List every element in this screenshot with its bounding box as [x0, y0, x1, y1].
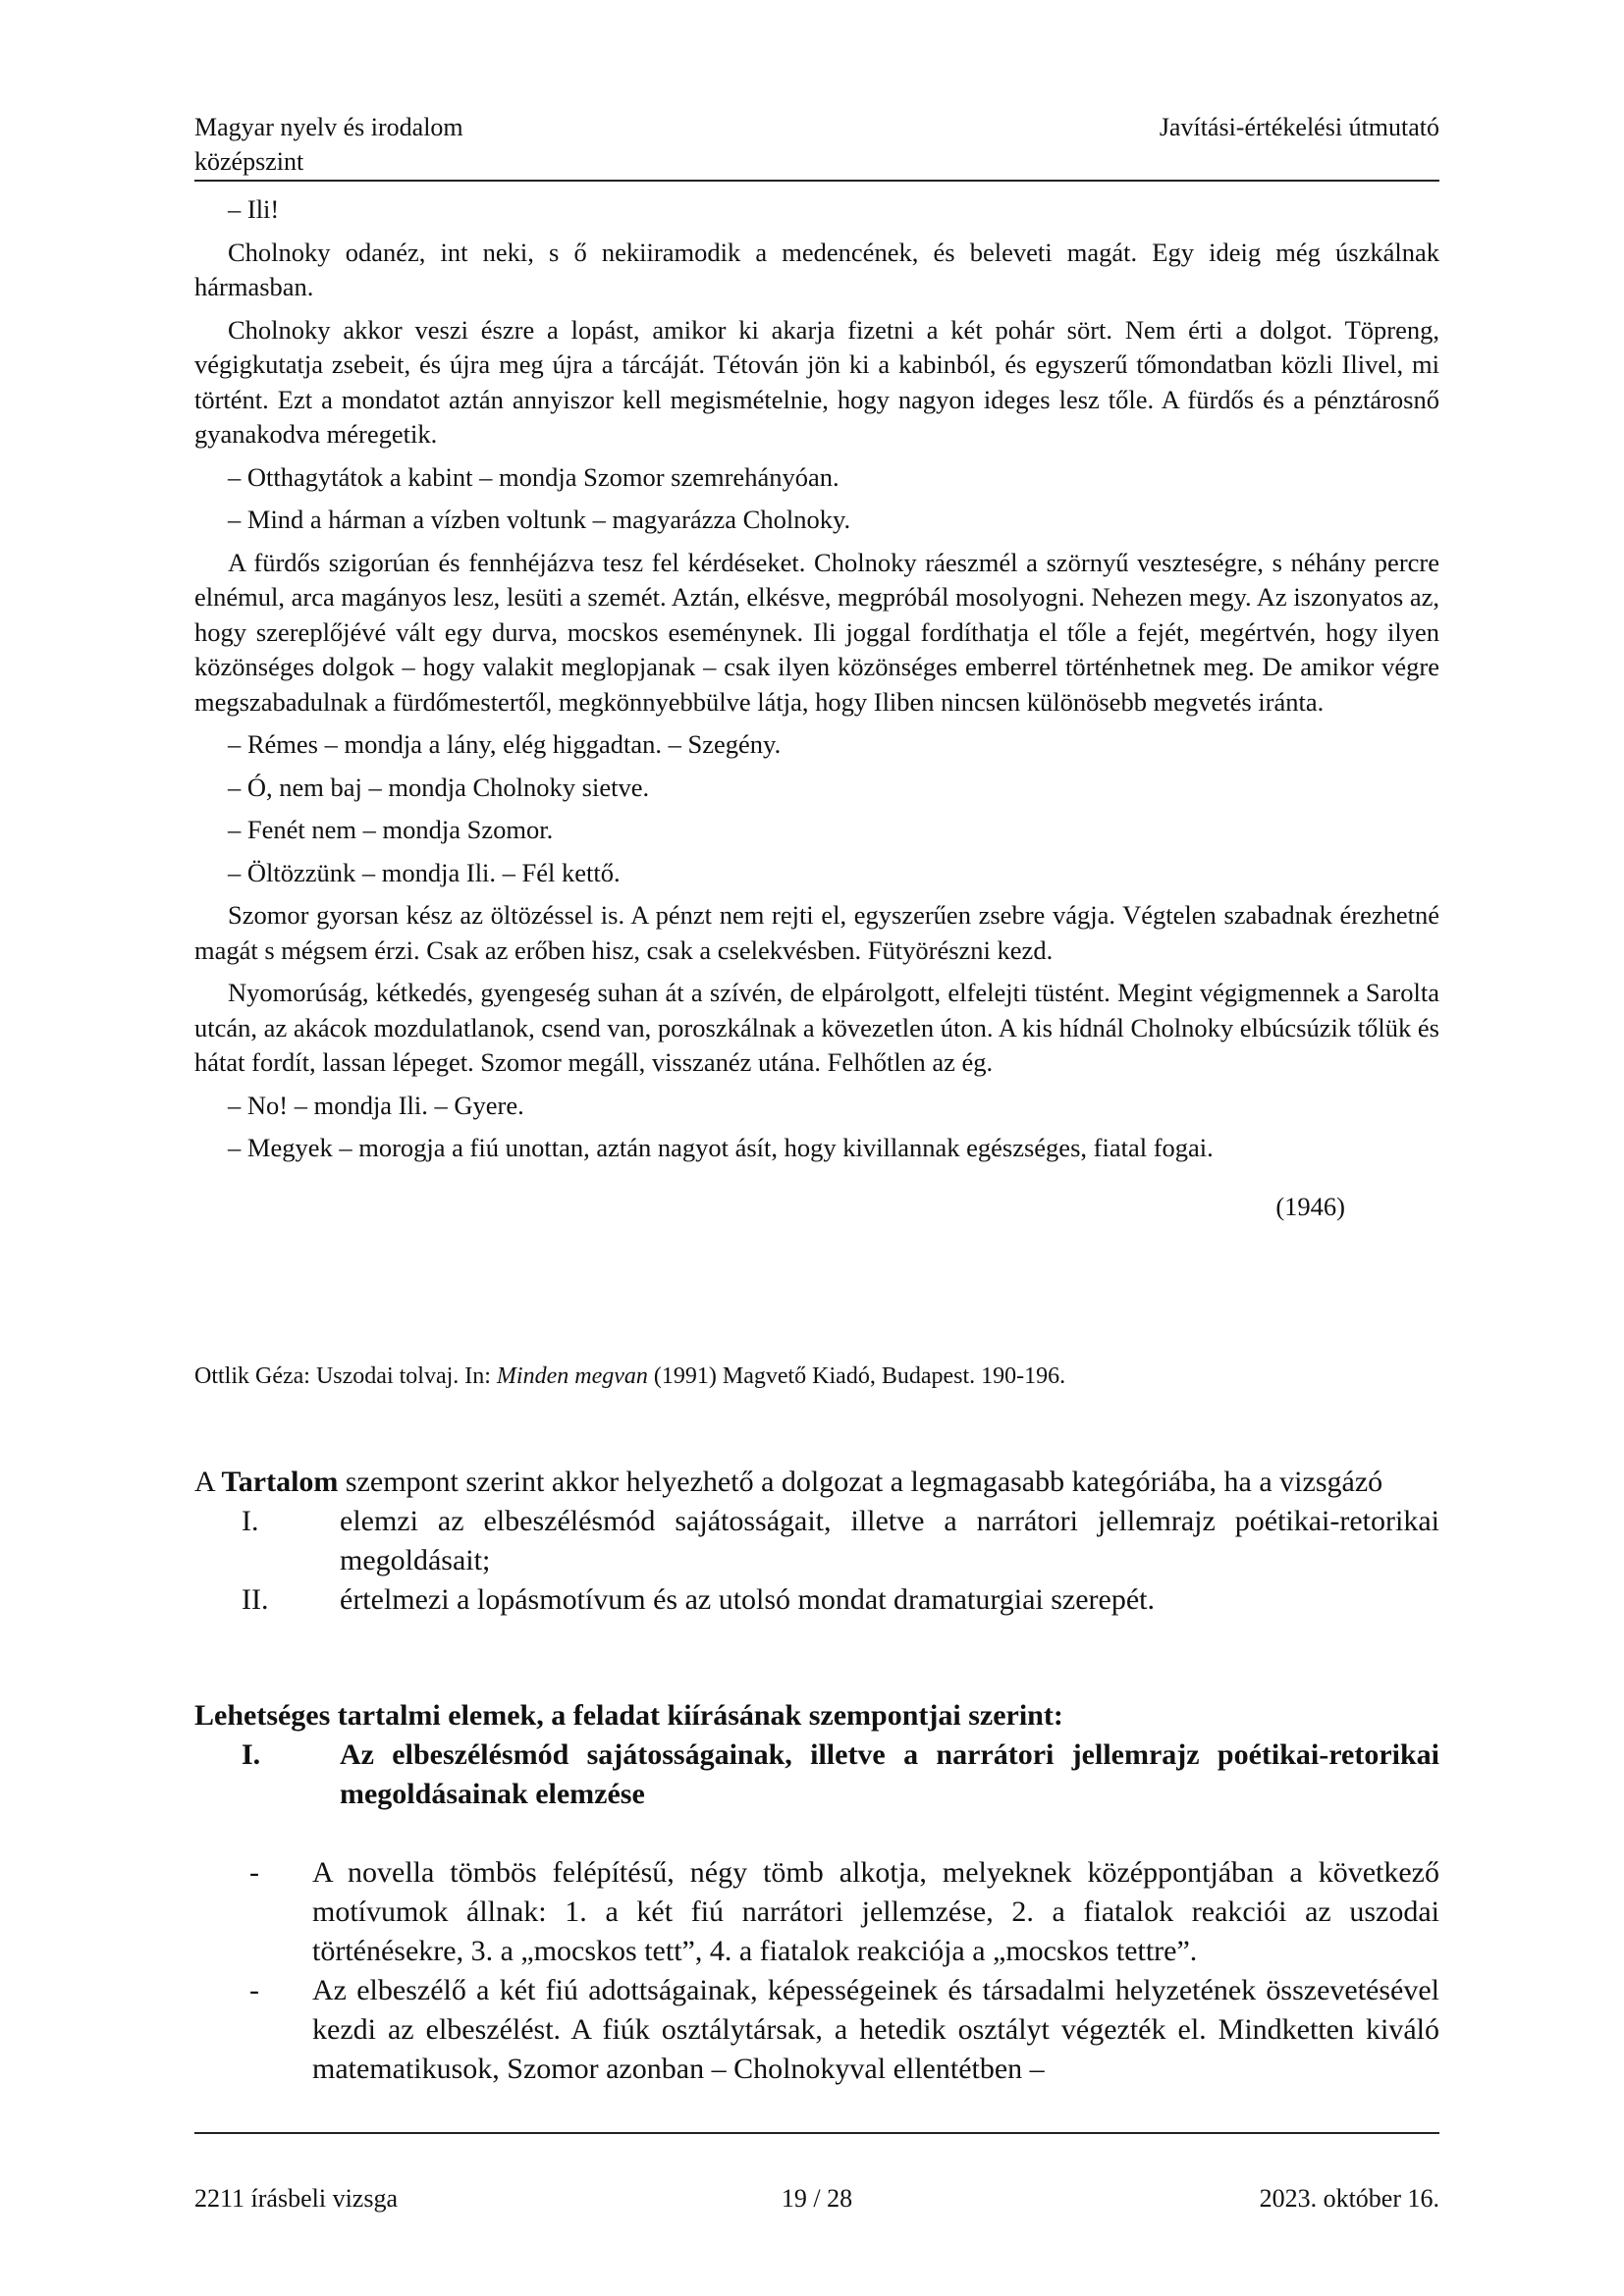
- footer-page-number: 19 / 28: [781, 2184, 853, 2213]
- source-book-title: Minden megvan: [496, 1363, 648, 1389]
- criteria-intro-rest: szempont szerint akkor helyezhető a dolgozat a legmagasabb kategóriába, ha a vizsgázó: [338, 1466, 1383, 1498]
- source-author-title: Ottlik Géza: Uszodai tolvaj. In:: [194, 1363, 497, 1389]
- story-paragraph: Cholnoky akkor veszi észre a lopást, amikor ki akarja fizetni a két pohár sört. Nem érti a dolgot. Töpreng, végigkutatja zsebeit, és újra meg újra a tárcáját. Tétován jön ki a kabinból, és egyszerű tőmondatban közli Ilivel, mi történt. Ezt a mondatot aztán annyiszor kell megismételnie, hogy nagyon ideges lesz tőle. A fürdős és a pénztárosnő gyanakodva méregetik.: [194, 314, 1439, 449]
- story-dialogue: – Öltözzünk – mondja Ili. – Fél kettő.: [228, 857, 621, 887]
- bullet-text: A novella tömbös felépítésű, négy tömb alkotja, melyeknek középpontjában a következő motívumok állnak: 1. a két fiú narrátori jellemzése, 2. a fiatalok reakciói az uszodai történésekre, 3. a „mocskos tett”, 4. a fiatalok reakciója a „mocskos tettre”.: [312, 1856, 1439, 1967]
- story-paragraph: – Ili!: [228, 194, 280, 224]
- page-header: [194, 110, 1439, 181]
- criteria-item: [194, 1580, 1439, 1620]
- elements-subheading-number: I.: [242, 1738, 261, 1771]
- criteria-intro-keyword: Tartalom: [221, 1466, 339, 1498]
- story-dialogue: – Rémes – mondja a lány, elég higgadtan. – Szegény.: [228, 729, 782, 759]
- story-paragraph: A fürdős szigorúan és fennhéjázva tesz fel kérdéseket. Cholnoky ráeszmél a szörnyű veszteségre, s néhány percre elnémul, arca magányos lesz, lesüti a szemét. Aztán, elkésve, megpróbál mosolyogni. Nehezen megy. Az iszonyatos az, hogy szereplőjévé vált egy durva, mocskos eseménynek. Ili joggal fordíthatja el tőle a fejét, megértvén, hogy ilyen közönséges dolgok – hogy valakit meglopjanak – csak ilyen közönséges emberrel történhetnek meg. De amikor végre megszabadulnak a fürdőmestertől, megkönnyebbülve látja, hogy Iliben nincsen különösebb megvetés iránta.: [194, 547, 1439, 717]
- criteria-item-number: I.: [242, 1505, 259, 1537]
- criteria-intro-a: A: [194, 1466, 222, 1498]
- story-dialogue: – Otthagytátok a kabint – mondja Szomor szemrehányóan.: [228, 461, 839, 492]
- footer-date: 2023. október 16.: [1259, 2184, 1439, 2213]
- elements-subheading: [194, 1735, 1439, 1814]
- story-year: (1946): [1275, 1191, 1345, 1221]
- source-citation: [194, 1361, 1439, 1392]
- criteria-list: [194, 1502, 1439, 1620]
- story-dialogue: – No! – mondja Ili. – Gyere.: [228, 1090, 524, 1120]
- criteria-intro: [194, 1463, 1439, 1502]
- criteria-item-number: II.: [242, 1583, 269, 1616]
- bullet-item: [194, 1853, 1439, 1971]
- bullet-item: [194, 1971, 1439, 2089]
- story-paragraph: Nyomorúság, kétkedés, gyengeség suhan át a szívén, de elpárolgott, elfelejti tüstént. Megint végigmennek a Sarolta utcán, az akácok mozdulatlanok, csend van, poroszkálnak a kövezetlen úton. A kis hídnál Cholnoky elbúcsúzik tőlük és hátat fordít, lassan lépeget. Szomor megáll, visszanéz utána. Felhőtlen az ég.: [194, 978, 1439, 1077]
- footer-exam-code: 2211 írásbeli vizsga: [194, 2184, 398, 2213]
- header-divider: [194, 180, 1439, 182]
- bullet-dash: -: [249, 1856, 259, 1889]
- footer-divider: [194, 2132, 1439, 2134]
- story-paragraph: Szomor gyorsan kész az öltözéssel is. A pénzt nem rejti el, egyszerűen zsebre vágja. Végtelen szabadnak érezhetné magát s mégsem érzi. Csak az erőben hisz, csak a cselekvésben. Fütyörészni kezd.: [194, 900, 1439, 965]
- criteria-item-text: értelmezi a lopásmotívum és az utolsó mondat dramaturgiai szerepét.: [340, 1583, 1156, 1616]
- elements-heading: Lehetséges tartalmi elemek, a feladat kiírásának szempontjai szerint:: [194, 1699, 1063, 1732]
- story-dialogue: – Mind a hárman a vízben voltunk – magyarázza Cholnoky.: [228, 505, 851, 534]
- bullet-text: Az elbeszélő a két fiú adottságainak, képességeinek és társadalmi helyzetének összevetésével kezdi az elbeszélést. A fiúk osztálytársak, a hetedik osztályt végezték el. Mindketten kiváló matematikusok, Szomor azonban – Cholnokyval ellentétben –: [312, 1974, 1439, 2085]
- header-document-type: Javítási-értékelési útmutató: [1159, 113, 1439, 141]
- story-dialogue: – Ó, nem baj – mondja Cholnoky sietve.: [228, 772, 650, 802]
- header-subject-line1: Magyar nyelv és irodalom: [194, 113, 463, 141]
- page-footer: [194, 2181, 1439, 2216]
- bullet-dash: -: [249, 1974, 259, 2006]
- possible-content-elements: [194, 1696, 1439, 1814]
- bullet-list: [194, 1853, 1439, 2089]
- criteria-item: [194, 1502, 1439, 1580]
- elements-subheading-text: Az elbeszélésmód sajátosságainak, illetve a narrátori jellemrajz poétikai-retorikai megoldásainak elemzése: [340, 1738, 1439, 1810]
- story-excerpt: [194, 192, 1439, 1224]
- header-subject: [194, 110, 463, 179]
- story-dialogue: – Fenét nem – mondja Szomor.: [228, 815, 554, 844]
- header-subject-line2: középszint: [194, 147, 304, 176]
- story-paragraph: Cholnoky odanéz, int neki, s ő nekiiramodik a medencének, és beleveti magát. Egy ideig még úszkálnak hármasban.: [194, 237, 1439, 301]
- content-bullets: [194, 1853, 1439, 2089]
- criteria-item-text: elemzi az elbeszélésmód sajátosságait, illetve a narrátori jellemrajz poétikai-retorikai megoldásait;: [340, 1505, 1439, 1576]
- story-dialogue: – Megyek – morogja a fiú unottan, aztán nagyot ásít, hogy kivillannak egészséges, fiatal fogai.: [228, 1133, 1214, 1162]
- source-publisher: (1991) Magvető Kiadó, Budapest. 190-196.: [647, 1363, 1066, 1389]
- content-criteria: [194, 1463, 1439, 1620]
